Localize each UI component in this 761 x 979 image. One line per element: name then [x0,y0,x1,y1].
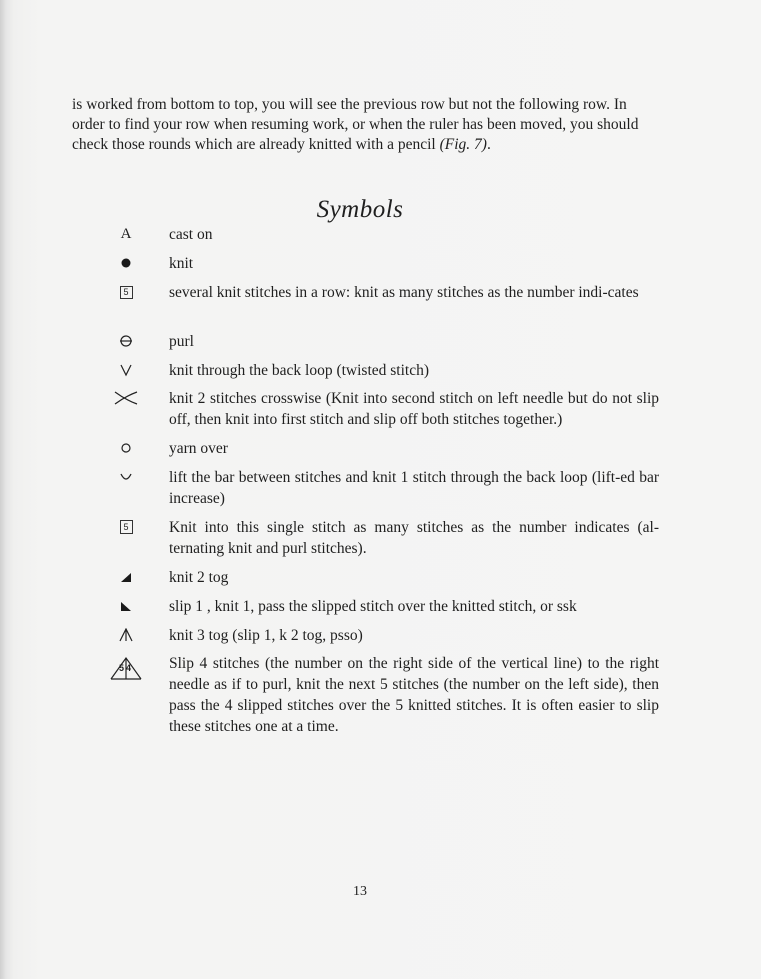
boxed-number-icon: 5 [108,282,144,302]
v-check-icon [108,360,144,380]
cast-on-a-icon: A [120,225,132,242]
bar-curve-icon [108,467,144,487]
symbol-description: cast on [169,226,213,243]
purl-circle-icon [108,331,144,351]
symbol-description: knit through the back loop (twisted stitch) [169,362,430,379]
symbol-description: knit 2 tog [169,569,229,586]
slip-decrease-icon: 54 [108,655,144,681]
symbol-description: lift the bar between stitches and knit 1 stitch through the back loop (lift-ed bar increase) [169,469,659,507]
boxed-number-small-icon: 5 [108,517,144,537]
symbol-description: knit 2 stitches crosswise (Knit into second stitch on left needle but do not slip off, then knit into first stitch and slip off both stitches together.) [169,390,659,428]
intro-end: . [486,136,491,153]
symbol-description: Slip 4 stitches (the number on the right side of the vertical line) to the right needle as if to purl, knit the next 5 stitches (the number on the left side), then pass the 4 slipped stitches over the 5 knitted stitches. It is often easier to slip these stitches one at a time. [169,655,659,735]
intro-text: is worked from bottom to top, you will see the previous row but not the following row. In order to find your row when resuming work, or when the ruler has been moved, you should check those rounds which are already knitted with a pencil [72,96,639,153]
page-number: 13 [353,884,367,899]
cross-icon [108,388,144,408]
open-circle-icon [108,438,144,458]
symbol-description: knit 3 tog (slip 1, k 2 tog, psso) [169,627,363,644]
left-triangle-icon [108,567,144,587]
symbol-description: slip 1 , knit 1, pass the slipped stitch over the knitted stitch, or ssk [169,598,577,615]
page-title: Symbols [316,196,404,223]
intro-paragraph [72,95,662,155]
symbol-description: Knit into this single stitch as many stitches as the number indicates (al-ternating knit and purl stitches). [169,519,659,557]
symbol-description: several knit stitches in a row: knit as many stitches as the number indi-cates [169,284,639,301]
figure-reference: (Fig. 7) [439,136,487,153]
k3tog-icon [108,625,144,645]
filled-dot-icon [108,253,144,273]
symbol-description: yarn over [169,440,228,457]
right-triangle-icon [108,596,144,616]
symbol-description: knit [169,255,194,272]
symbol-description: purl [169,333,194,350]
